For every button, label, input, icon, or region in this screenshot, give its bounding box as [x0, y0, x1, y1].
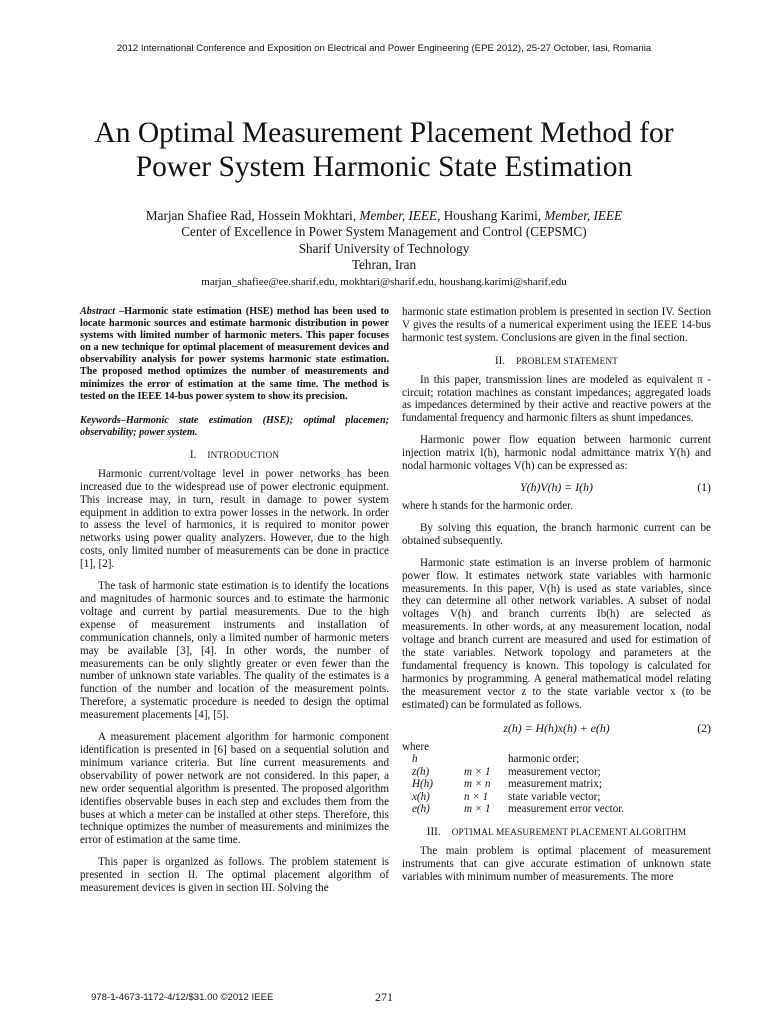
keywords: Keywords–Harmonic state estimation (HSE); optimal placemen; observability; power system. [80, 414, 389, 438]
definition-row [402, 766, 711, 779]
definition-sym: z(h) [412, 765, 430, 778]
definition-dim: m × n [464, 778, 491, 791]
symbol-definition-list [402, 753, 711, 816]
city: Tehran, Iran [351, 257, 417, 273]
section-title: PROBLEM STATEMENT [516, 355, 619, 366]
paragraph: Harmonic current/voltage level in power networks has been increased due to the widespread use of power electronic equipment. This increase may, in turn, result in damage to power system equipment in addition to extra power losses in the network. In order to assess the level of harmonics, it is required to monitor power networks using power quality analyzers. However, due to the high costs, only limited number of measurements can be done in practice [1], [2]. [80, 467, 389, 571]
equation-number: (1) [697, 479, 711, 494]
equation-1 [402, 479, 711, 496]
paper-title [40, 116, 728, 184]
definition-sym: e(h) [412, 803, 430, 816]
title-line-2: Power System Harmonic State Estimation [135, 151, 633, 183]
definition-row [402, 753, 711, 766]
paragraph: harmonic state estimation problem is presented in section IV. Section V gives the results of a numerical experiment using the IEEE 14-bus harmonic test system. Conclusions are given in the final section. [402, 306, 711, 344]
paragraph: Harmonic power flow equation between harmonic current injection matrix I(h), harmonic nodal admittance matrix Y(h) and nodal harmonic voltages V(h) can be expressed as: [402, 434, 711, 473]
definition-dim [464, 753, 508, 766]
right-column [402, 306, 711, 884]
equation-2 [402, 720, 711, 737]
equation-number: (2) [697, 720, 711, 735]
section-heading-introduction [80, 449, 389, 462]
section-title: INTRODUCTION [207, 449, 280, 460]
paragraph: A measurement placement algorithm for harmonic component identification is presented in [6] based on a sequential solution and minimum variance criteria. But line current measurements and observability of power network are not considered. In this paper, a new order sequential algorithm is presented. The proposed algorithm identifies observable buses in each step and excludes them from the buses at which a meter can be installed at other steps. Therefore, this technique optimizes the number of measurements and minimizes the error of estimation at the same time. [80, 731, 389, 847]
where-label: where [402, 740, 430, 753]
section-title: OPTIMAL MEASUREMENT PLACEMENT ALGORITHM [451, 826, 687, 837]
paragraph: By solving this equation, the branch harmonic current can be obtained subsequently. [402, 521, 711, 547]
definition-dim: m × 1 [464, 803, 491, 816]
abstract [80, 306, 389, 403]
equation-body: Y(h)V(h) = I(h) [520, 479, 593, 494]
equation-body: z(h) = H(h)x(h) + e(h) [503, 720, 610, 735]
university: Sharif University of Technology [298, 240, 470, 256]
author-name-2: , Houshang Karimi, [437, 208, 542, 223]
paragraph: where h stands for the harmonic order. [402, 499, 573, 512]
definition-desc: measurement vector; [508, 765, 601, 778]
definition-desc: measurement matrix; [508, 778, 602, 791]
definition-sym: x(h) [412, 790, 430, 803]
affiliation: Center of Excellence in Power System Management and Control (CEPSMC) [181, 224, 587, 240]
author-names [0, 208, 768, 224]
page-number: 271 [375, 990, 393, 1004]
section-number: I. [189, 448, 197, 461]
author-role-2: Member, IEEE [544, 208, 623, 223]
abstract-label: Abstract [80, 306, 116, 317]
author-role-1: Member, IEEE [359, 208, 438, 223]
section-heading-problem-statement [402, 355, 711, 368]
paragraph: The main problem is optimal placement of measurement instruments that can give accurate estimation of unknown state variables with minimum number of measurements. The more [402, 844, 711, 883]
section-heading-optimal-placement [402, 826, 711, 839]
definition-row [402, 803, 711, 816]
isbn-footer: 978-1-4673-1172-4/12/$31.00 ©2012 IEEE [91, 992, 274, 1003]
author-block [0, 208, 768, 290]
definition-row [402, 778, 711, 791]
definition-desc: state variable vector; [508, 790, 601, 803]
title-line-1: An Optimal Measurement Placement Method for [94, 117, 674, 149]
section-number: II. [494, 354, 506, 367]
definition-desc: harmonic order; [508, 753, 580, 766]
definition-sym: H(h) [412, 778, 433, 791]
paragraph: This paper is organized as follows. The problem statement is presented in section II. The optimal placement algorithm of measurement devices is given in section III. Solving the [80, 856, 389, 895]
paragraph: In this paper, transmission lines are modeled as equivalent π -circuit; rotation machines as constant impedances; aggregated loads as impedances determined by their active and reactive powers at the fundamental frequency and harmonic filters as shunt impedances. [402, 373, 711, 425]
definition-row [402, 791, 711, 804]
definition-dim: m × 1 [464, 765, 491, 778]
conference-header: 2012 International Conference and Exposition on Electrical and Power Engineering (EPE 2012), 25-27 October, Iasi, Romania [116, 43, 652, 54]
definition-dim: n × 1 [464, 790, 489, 803]
abstract-text: –Harmonic state estimation (HSE) method has been used to locate harmonic sources and estimate harmonic distribution in power systems with limited number of harmonic meters. This paper focuses on a new technique for optimal placement of measurement devices and observability analysis for power systems harmonic state estimation. The proposed method optimizes the number of measurements and minimizes the error of estimation at the same time. The method is tested on the IEEE 14-bus power system to show its precision. [80, 306, 389, 402]
left-column [80, 306, 389, 895]
definition-sym: h [412, 753, 418, 766]
paragraph: The task of harmonic state estimation is to identify the locations and magnitudes of harmonic sources and to estimate the harmonic voltage and current by partial measurements. Due to the high expense of measurement instruments and installation of communication channels, only a limited number of harmonic meters may be available [3], [4]. In other words, the number of measurements can be only slightly greater or even fewer than the number of unknown state variables. The quality of the estimates is a function of the number and location of the measurement points. Therefore, a systematic procedure is needed to design the optimal measurement placements [4], [5]. [80, 580, 389, 722]
author-emails: marjan_shafiee@ee.sharif.edu, mokhtari@sharif.edu, houshang.karimi@sharif.edu [201, 275, 567, 288]
definition-desc: measurement error vector. [508, 803, 625, 816]
paragraph: Harmonic state estimation is an inverse problem of harmonic power flow. It estimates network state variables with harmonic measurements. In this paper, V(h) is used as state variables, since they can determine all other network variables. A subset of nodal voltages V(h) and branch currents Ib(h) are selected as measurements. In other words, at any measurement location, nodal voltage and branch current are measured and used for estimation of the state variables. Network topology and parameters at the fundamental frequency is known. This topology is calculated for harmonics by programming. A general mathematical model relating the measurement vector z to the state variable vector x (to be estimated) can be formulated as follows. [402, 556, 711, 711]
section-number: III. [426, 825, 441, 838]
author-name-1: Marjan Shafiee Rad, Hossein Mokhtari, [145, 208, 357, 223]
